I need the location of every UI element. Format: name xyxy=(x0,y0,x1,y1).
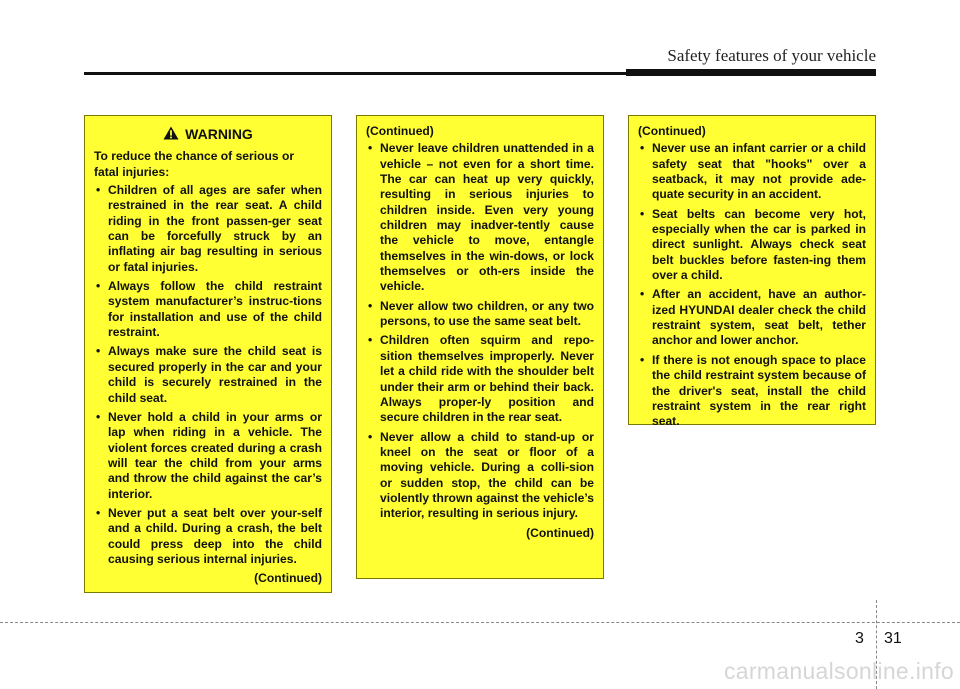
warning-box-2 xyxy=(356,115,604,579)
warning-heading-text: WARNING xyxy=(185,126,253,142)
list-item: • Never use an infant carrier or a child safety seat that "hooks" over a seatback, it may not provide ade-quate security in an accident. xyxy=(638,141,866,202)
list-item: • Never hold a child in your arms or lap when riding in a vehicle. The violent forces created during a crash will tear the child from your arms and throw the child against the car’s interior. xyxy=(94,410,322,502)
list-item: • Always follow the child restraint system manufacturer’s instruc-tions for installation and use of the child restraint. xyxy=(94,279,322,340)
continued-label: (Continued) xyxy=(638,124,706,138)
list-item: • If there is not enough space to place the child restraint system because of the driver's seat, install the child restraint system in the rear right seat. xyxy=(638,353,866,430)
list-item: • Children often squirm and repo-sition themselves improperly. Never let a child ride with the shoulder belt under their arm or behind their back. Always proper-ly position and secure children in the rear seat. xyxy=(366,333,594,425)
header-rule-tab xyxy=(626,69,876,76)
footer-rule xyxy=(0,622,960,623)
list-item: • Children of all ages are safer when restrained in the rear seat. A child riding in the front passen-ger seat can be forcefully struck by an inflating air bag resulting in serious or fatal injuries. xyxy=(94,183,322,275)
list-item: • Never leave children unattended in a vehicle – not even for a short time. The car can heat up very quickly, resulting in serious injuries to children inside. Even very young children may inadver-tently cause the vehicle to move, entangle themselves in the win-dows, or lock themselves or oth-ers inside the vehicle. xyxy=(366,141,594,294)
warning-list-3 xyxy=(638,141,866,429)
list-item: • Never allow a child to stand-up or kneel on the seat or floor of a moving vehicle. During a colli-sion or sudden stop, the child can be violently thrown against the vehicle’s interior, resulting in serious injury. xyxy=(366,430,594,522)
continued-label: (Continued) xyxy=(254,571,322,586)
warning-list-2 xyxy=(366,141,594,521)
continued-label: (Continued) xyxy=(526,525,594,540)
list-item: • Always make sure the child seat is secured properly in the car and your child is securely restrained in the child seat. xyxy=(94,344,322,405)
warning-heading xyxy=(94,126,322,143)
list-item: • Never put a seat belt over your-self and a child. During a crash, the belt could press deep into the child causing serious internal injuries. xyxy=(94,506,322,567)
list-item: • After an accident, have an author-ized HYUNDAI dealer check the child restraint system, seat belt, tether anchor and lower anchor. xyxy=(638,287,866,348)
section-title: Safety features of your vehicle xyxy=(667,46,876,65)
page-number: 31 xyxy=(884,630,902,647)
warning-triangle-icon xyxy=(163,126,179,143)
list-item: • Seat belts can become very hot, especially when the car is parked in direct sunlight. Always check seat belt buckles before fasten-ing them over a child. xyxy=(638,207,866,284)
warning-box-1 xyxy=(84,115,332,593)
continued-label: (Continued) xyxy=(366,124,434,138)
watermark: carmanualsonline.info xyxy=(723,658,954,684)
warning-box-3 xyxy=(628,115,876,429)
warning-list-1 xyxy=(94,183,322,567)
header-rule xyxy=(84,72,876,75)
list-item: • Never allow two children, or any two persons, to use the same seat belt. xyxy=(366,299,594,330)
warning-intro: To reduce the chance of serious or fatal injuries: xyxy=(94,149,295,179)
chapter-number: 3 xyxy=(855,630,864,647)
